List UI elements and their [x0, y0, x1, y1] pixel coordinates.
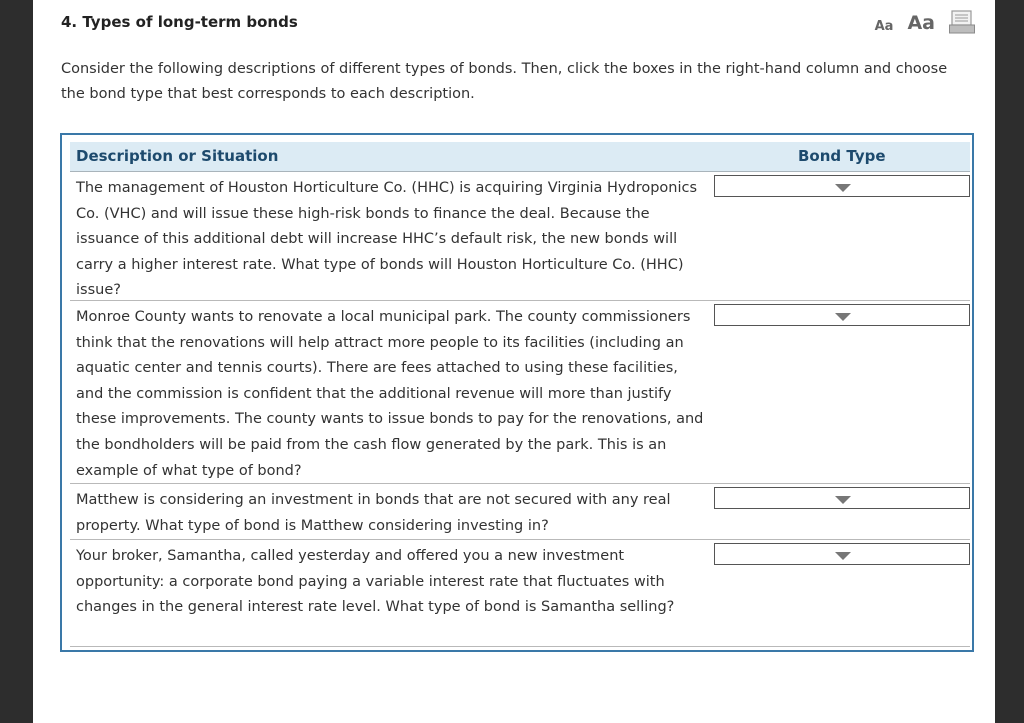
- bond-type-dropdown[interactable]: [714, 487, 970, 509]
- table-row: [70, 540, 970, 647]
- dropdown-arrow-icon: [835, 496, 851, 504]
- table-row: [70, 172, 970, 301]
- row-description: Monroe County wants to renovate a local municipal park. The county commissioners think that the renovations will help attract more people to its facilities (including an aquatic center and tennis courts). There are fees attached to using these facilities, and the commission is confident that the additional revenue will more than justify these improvements. The county wants to issue bonds to pay for the renovations, and the bondholders will be paid from the cash flow generated by the park. This is an example of what type of bond?: [76, 309, 704, 479]
- table-header: [70, 142, 970, 172]
- bond-type-dropdown[interactable]: [714, 543, 970, 565]
- bond-matching-table: [60, 133, 974, 652]
- dropdown-arrow-icon: [835, 313, 851, 321]
- question-page: [33, 0, 995, 723]
- bond-type-dropdown[interactable]: [714, 304, 970, 326]
- header-bond-type: Bond Type: [798, 147, 886, 165]
- header-description: Description or Situation: [76, 147, 279, 165]
- bond-type-dropdown[interactable]: [714, 175, 970, 197]
- table-row: [70, 484, 970, 540]
- question-title: 4. Types of long-term bonds: [61, 13, 298, 31]
- row-description: Your broker, Samantha, called yesterday and offered you a new investment opportunity: a corporate bond paying a variable interest rate that fluctuates with changes in the general interest rate level. What type of bond is Samantha selling?: [76, 548, 675, 616]
- dropdown-arrow-icon: [835, 184, 851, 192]
- row-description: The management of Houston Horticulture Co. (HHC) is acquiring Virginia Hydroponics Co. (VHC) and will issue these high-risk bonds to finance the deal. Because the issuance of this additional debt will increase HHC’s default risk, the new bonds will carry a higher interest rate. What type of bonds will Houston Horticulture Co. (HHC) issue?: [76, 180, 698, 299]
- print-icon[interactable]: [949, 10, 975, 34]
- table-row: [70, 301, 970, 484]
- font-size-small-button[interactable]: Aa: [874, 19, 894, 34]
- toolbar: [875, 10, 975, 34]
- row-description: Matthew is considering an investment in bonds that are not secured with any real property. What type of bond is Matthew considering investing in?: [76, 492, 671, 534]
- font-size-large-button[interactable]: Aa: [907, 12, 935, 34]
- dropdown-arrow-icon: [835, 552, 851, 560]
- instructions-text: Consider the following descriptions of different types of bonds. Then, click the boxes in the right-hand column and choose the bond type that best corresponds to each description.: [61, 61, 948, 102]
